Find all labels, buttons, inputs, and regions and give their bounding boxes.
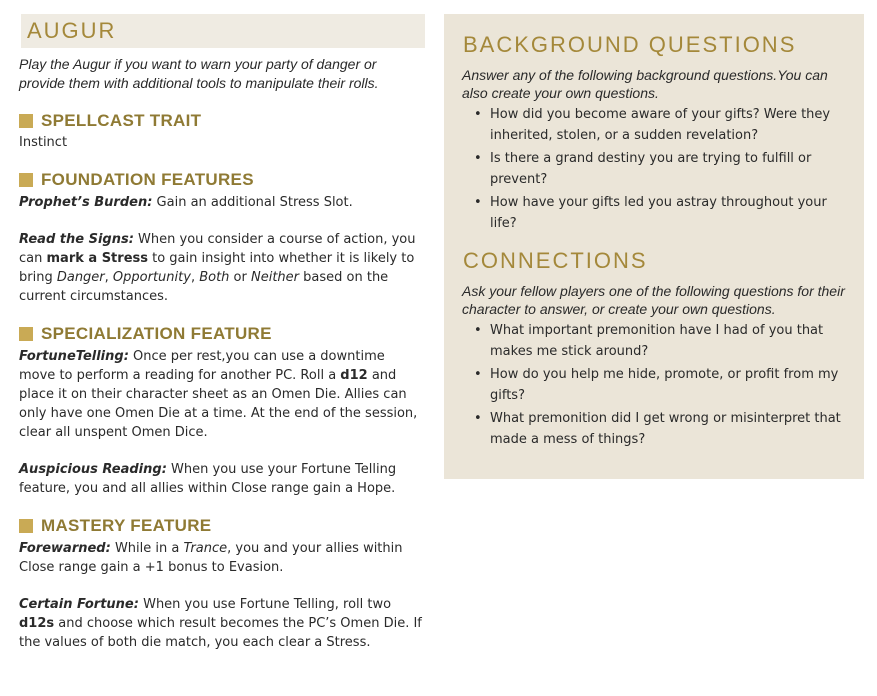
feature-text: and choose which result becomes the PC’s Omen Die. If the values of both die match, you each clear a Stress.: [19, 616, 422, 650]
feature-name: Auspicious Reading:: [19, 462, 167, 477]
spellcast-value: Instinct: [19, 135, 68, 150]
feature-text: ,: [104, 270, 113, 285]
feature-forewarned: [19, 539, 425, 577]
feature-text: When you use Fortune Telling, roll two: [138, 597, 392, 612]
foundation-heading: [19, 170, 425, 190]
class-column: [19, 14, 425, 652]
feature-name: Forewarned:: [19, 541, 111, 556]
question-text: Is there a grand destiny you are trying to fulfill or prevent?: [490, 151, 812, 187]
class-title: AUGUR: [21, 14, 425, 48]
question-text: What premonition did I get wrong or misinterpret that made a mess of things?: [490, 411, 841, 447]
feature-keyword: Neither: [251, 270, 300, 285]
connections-heading: CONNECTIONS: [463, 248, 648, 273]
feature-text: , you and your allies within Close range gain a +1 bonus to Evasion.: [19, 541, 403, 575]
list-item: [462, 104, 846, 146]
feature-text: or: [229, 270, 251, 285]
feature-text: Gain an additional Stress Slot.: [152, 195, 353, 210]
specialization-heading-text: SPECIALIZATION FEATURE: [41, 324, 272, 343]
question-text: How have your gifts led you astray throughout your life?: [490, 195, 827, 231]
mastery-heading-text: MASTERY FEATURE: [41, 516, 212, 535]
feature-fortune-telling: [19, 347, 425, 442]
feature-text: When you consider a course of action, you can: [19, 232, 416, 266]
list-item: [462, 364, 846, 406]
feature-keyword: Trance: [183, 541, 228, 556]
feature-name: FortuneTelling:: [19, 349, 129, 364]
bullet-icon: •: [474, 323, 482, 338]
square-bullet-icon: [19, 519, 33, 533]
bullet-icon: •: [474, 367, 482, 382]
list-item: [462, 192, 846, 234]
bullet-icon: •: [474, 411, 482, 426]
questions-panel: [444, 14, 864, 479]
connections-list: [462, 320, 846, 450]
foundation-heading-text: FOUNDATION FEATURES: [41, 170, 254, 189]
feature-read-the-signs: [19, 230, 425, 306]
feature-text: Once per rest,you can use a downtime move to perform a reading for another PC. Roll a: [19, 349, 385, 383]
square-bullet-icon: [19, 327, 33, 341]
square-bullet-icon: [19, 173, 33, 187]
feature-keyword: d12s: [19, 616, 55, 631]
feature-text: ,: [190, 270, 200, 285]
list-item: [462, 148, 846, 190]
bullet-icon: •: [474, 195, 482, 210]
feature-text: While in a: [110, 541, 184, 556]
feature-name: Read the Signs:: [19, 232, 134, 247]
feature-text: based on the current circumstances.: [19, 270, 389, 304]
connections-intro: Ask your fellow players one of the following questions for their character to answer, or create your own questions.: [462, 283, 845, 317]
feature-keyword: mark a Stress: [46, 251, 148, 266]
specialization-heading: [19, 324, 425, 344]
background-list: [462, 104, 846, 234]
square-bullet-icon: [19, 114, 33, 128]
feature-text: to gain insight into whether it is likely to bring: [19, 251, 415, 285]
spellcast-heading: [19, 111, 425, 131]
feature-prophets-burden: [19, 193, 425, 212]
background-intro: Answer any of the following background questions.You can also create your own questions.: [462, 67, 828, 101]
bullet-icon: •: [474, 151, 482, 166]
list-item: [462, 320, 846, 362]
mastery-heading: [19, 516, 425, 536]
feature-text: and place it on their character sheet as an Omen Die. Allies can only have one Omen Die at a time. At the end of the session, clear all unspent Omen Dice.: [19, 368, 418, 440]
feature-auspicious-reading: [19, 460, 425, 498]
list-item: [462, 408, 846, 450]
class-intro: Play the Augur if you want to warn your party of danger or provide them with additional tools to manipulate their rolls.: [19, 56, 379, 91]
bullet-icon: •: [474, 107, 482, 122]
feature-keyword: Both: [199, 270, 230, 285]
feature-name: Prophet’s Burden:: [19, 195, 153, 210]
feature-keyword: d12: [340, 368, 368, 383]
feature-text: When you use your Fortune Telling feature, you and all allies within Close range gain a Hope.: [19, 462, 397, 496]
feature-keyword: Opportunity: [112, 270, 191, 285]
feature-keyword: Danger: [56, 270, 105, 285]
feature-name: Certain Fortune:: [19, 597, 139, 612]
question-text: How do you help me hide, promote, or profit from my gifts?: [490, 367, 839, 403]
background-heading: BACKGROUND QUESTIONS: [463, 32, 797, 57]
question-text: What important premonition have I had of you that makes me stick around?: [490, 323, 824, 359]
spellcast-heading-text: SPELLCAST TRAIT: [41, 111, 202, 130]
feature-certain-fortune: [19, 595, 425, 652]
question-text: How did you become aware of your gifts? Were they inherited, stolen, or a sudden revelation?: [490, 107, 831, 143]
